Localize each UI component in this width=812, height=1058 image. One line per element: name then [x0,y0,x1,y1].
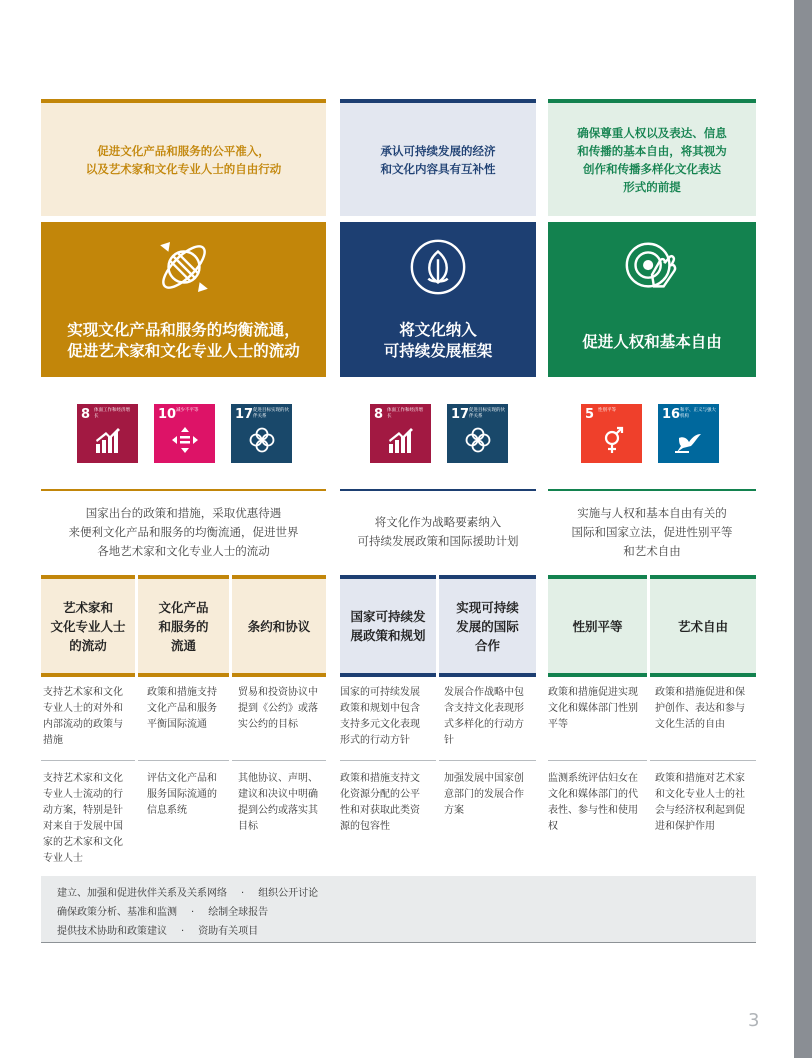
goal-1-intro: 促进文化产品和服务的公平准入， 以及艺术家和文化专业人士的自由行动 [41,103,326,216]
indicator-1-5: 发展合作战略中包 含支持文化表现形 式多样化的行动方 针 [444,687,524,746]
indicator-1-3: 贸易和投资协议中 提到《公约》或落 实公约的目标 [238,687,318,730]
page-edge-bar [794,0,812,1058]
row-separator [548,760,647,761]
desc-1-rule [41,489,326,491]
row-separator [439,760,536,761]
sdg-16-tile: 16 和平、正义与强大机构 [658,404,719,463]
indicator-2-3: 其他协议、声明、 建议和决议中明确 提到公约或落实其 目标 [238,773,318,832]
indicator-2-1: 支持艺术家和文化 专业人士流动的行 动方案，特别是针 对来自于发展中国 家的艺术家和文化 专业人士 [43,773,123,864]
sdg-17-tile: 17 促进目标实现的伙伴关系 [231,404,292,463]
hand-disc-icon [621,236,683,298]
indicator-1-1: 支持艺术家和文化 专业人士的对外和 内部流动的政策与 措施 [43,687,123,746]
indicator-2-4: 政策和措施支持文 化资源分配的公平 性和对获取此类资 源的包容性 [340,773,420,832]
cross-cutting-actions [41,876,756,943]
action-row: 建立、加强和促进伙伴关系及关系网络 · 组织公开讨论 [57,888,319,899]
indicator-1-7: 政策和措施促进和保 护创作、表达和参与 文化生活的自由 [655,687,745,730]
indicator-1-6: 政策和措施促进实现 文化和媒体部门性别 平等 [548,687,638,730]
area-artist-mobility: 艺术家和 文化专业人士 的流动 [41,579,135,673]
indicator-1-4: 国家的可持续发展 政策和规划中包含 支持多元文化表现 形式的行动方针 [340,687,420,746]
action-row: 提供技术协助和政策建议 · 资助有关项目 [57,926,259,937]
row-separator [650,760,756,761]
sdg-5-tile: 5 性别平等 [581,404,642,463]
area-national-policy: 国家可持续发 展政策和规划 [340,579,436,673]
row-separator [41,760,135,761]
flower-rings-icon [464,426,492,454]
sdg-10-tile: 10 减少不平等 [154,404,215,463]
bar-chart-arrow-icon [387,426,415,454]
indicator-2-6: 监测系统评估妇女在 文化和媒体部门的代 表性、参与性和使用 权 [548,773,638,832]
sdg-8-tile: 8 体面工作和经济增长 [77,404,138,463]
area-4-bottom [340,673,436,677]
goal-3-intro: 确保尊重人权以及表达、信息 和传播的基本自由，将其视为 创作和传播多样化文化表达 形式的前提 [548,103,756,216]
arrows-equal-icon [171,426,199,454]
goal-2-card [340,222,536,377]
orbit-globe-icon [153,236,215,298]
goal-2-title: 将文化纳入 可持续发展框架 [383,321,493,360]
goal-3-title: 促进人权和基本自由 [582,333,722,351]
goal-3-card [548,222,756,377]
leaf-circle-icon [407,236,469,298]
row-separator [232,760,326,761]
sdg-17-tile: 17 促进目标实现的伙伴关系 [447,404,508,463]
area-goods-flow: 文化产品 和服务的 流通 [138,579,229,673]
area-1-bottom [41,673,135,677]
desc-3-rule [548,489,756,491]
goal-2-description: 将文化作为战略要素纳入 可持续发展政策和国际援助计划 [357,515,519,548]
gender-symbol-icon [598,426,626,454]
sdg-8-tile: 8 体面工作和经济增长 [370,404,431,463]
goal-1-card [41,222,326,377]
area-intl-cooperation: 实现可持续 发展的国际 合作 [439,579,536,673]
area-7-bottom [650,673,756,677]
goal-3-description: 实施与人权和基本自由有关的 国际和国家立法，促进性别平等 和艺术自由 [571,505,733,558]
goal-2-intro: 承认可持续发展的经济 和文化内容具有互补性 [340,103,536,216]
bar-chart-arrow-icon [94,426,122,454]
area-treaties: 条约和协议 [232,579,326,673]
desc-2-rule [340,489,536,491]
goal-1-title: 实现文化产品和服务的均衡流通， 促进艺术家和文化专业人士的流动 [67,321,300,360]
area-5-bottom [439,673,536,677]
action-row: 确保政策分析、基准和监测 · 绘制全球报告 [57,907,269,918]
area-3-bottom [232,673,326,677]
indicator-1-2: 政策和措施支持 文化产品和服务 平衡国际流通 [147,687,217,730]
page-number: 3 [748,1010,760,1031]
area-2-bottom [138,673,229,677]
area-artistic-freedom: 艺术自由 [650,579,756,673]
goal-1-description: 国家出台的政策和措施，采取优惠待遇 来便利文化产品和服务的均衡流通，促进世界 各地艺术家和文化专业人士的流动 [68,505,299,558]
dove-gavel-icon [675,426,703,454]
indicator-2-5: 加强发展中国家创 意部门的发展合作 方案 [444,773,524,816]
row-separator [340,760,436,761]
row-separator [138,760,229,761]
flower-rings-icon [248,426,276,454]
indicator-2-7: 政策和措施对艺术家 和文化专业人士的社 会与经济权利起到促 进和保护作用 [655,773,745,832]
indicator-2-2: 评估文化产品和 服务国际流通的 信息系统 [147,773,217,816]
area-gender-equality: 性别平等 [548,579,647,673]
area-6-bottom [548,673,647,677]
